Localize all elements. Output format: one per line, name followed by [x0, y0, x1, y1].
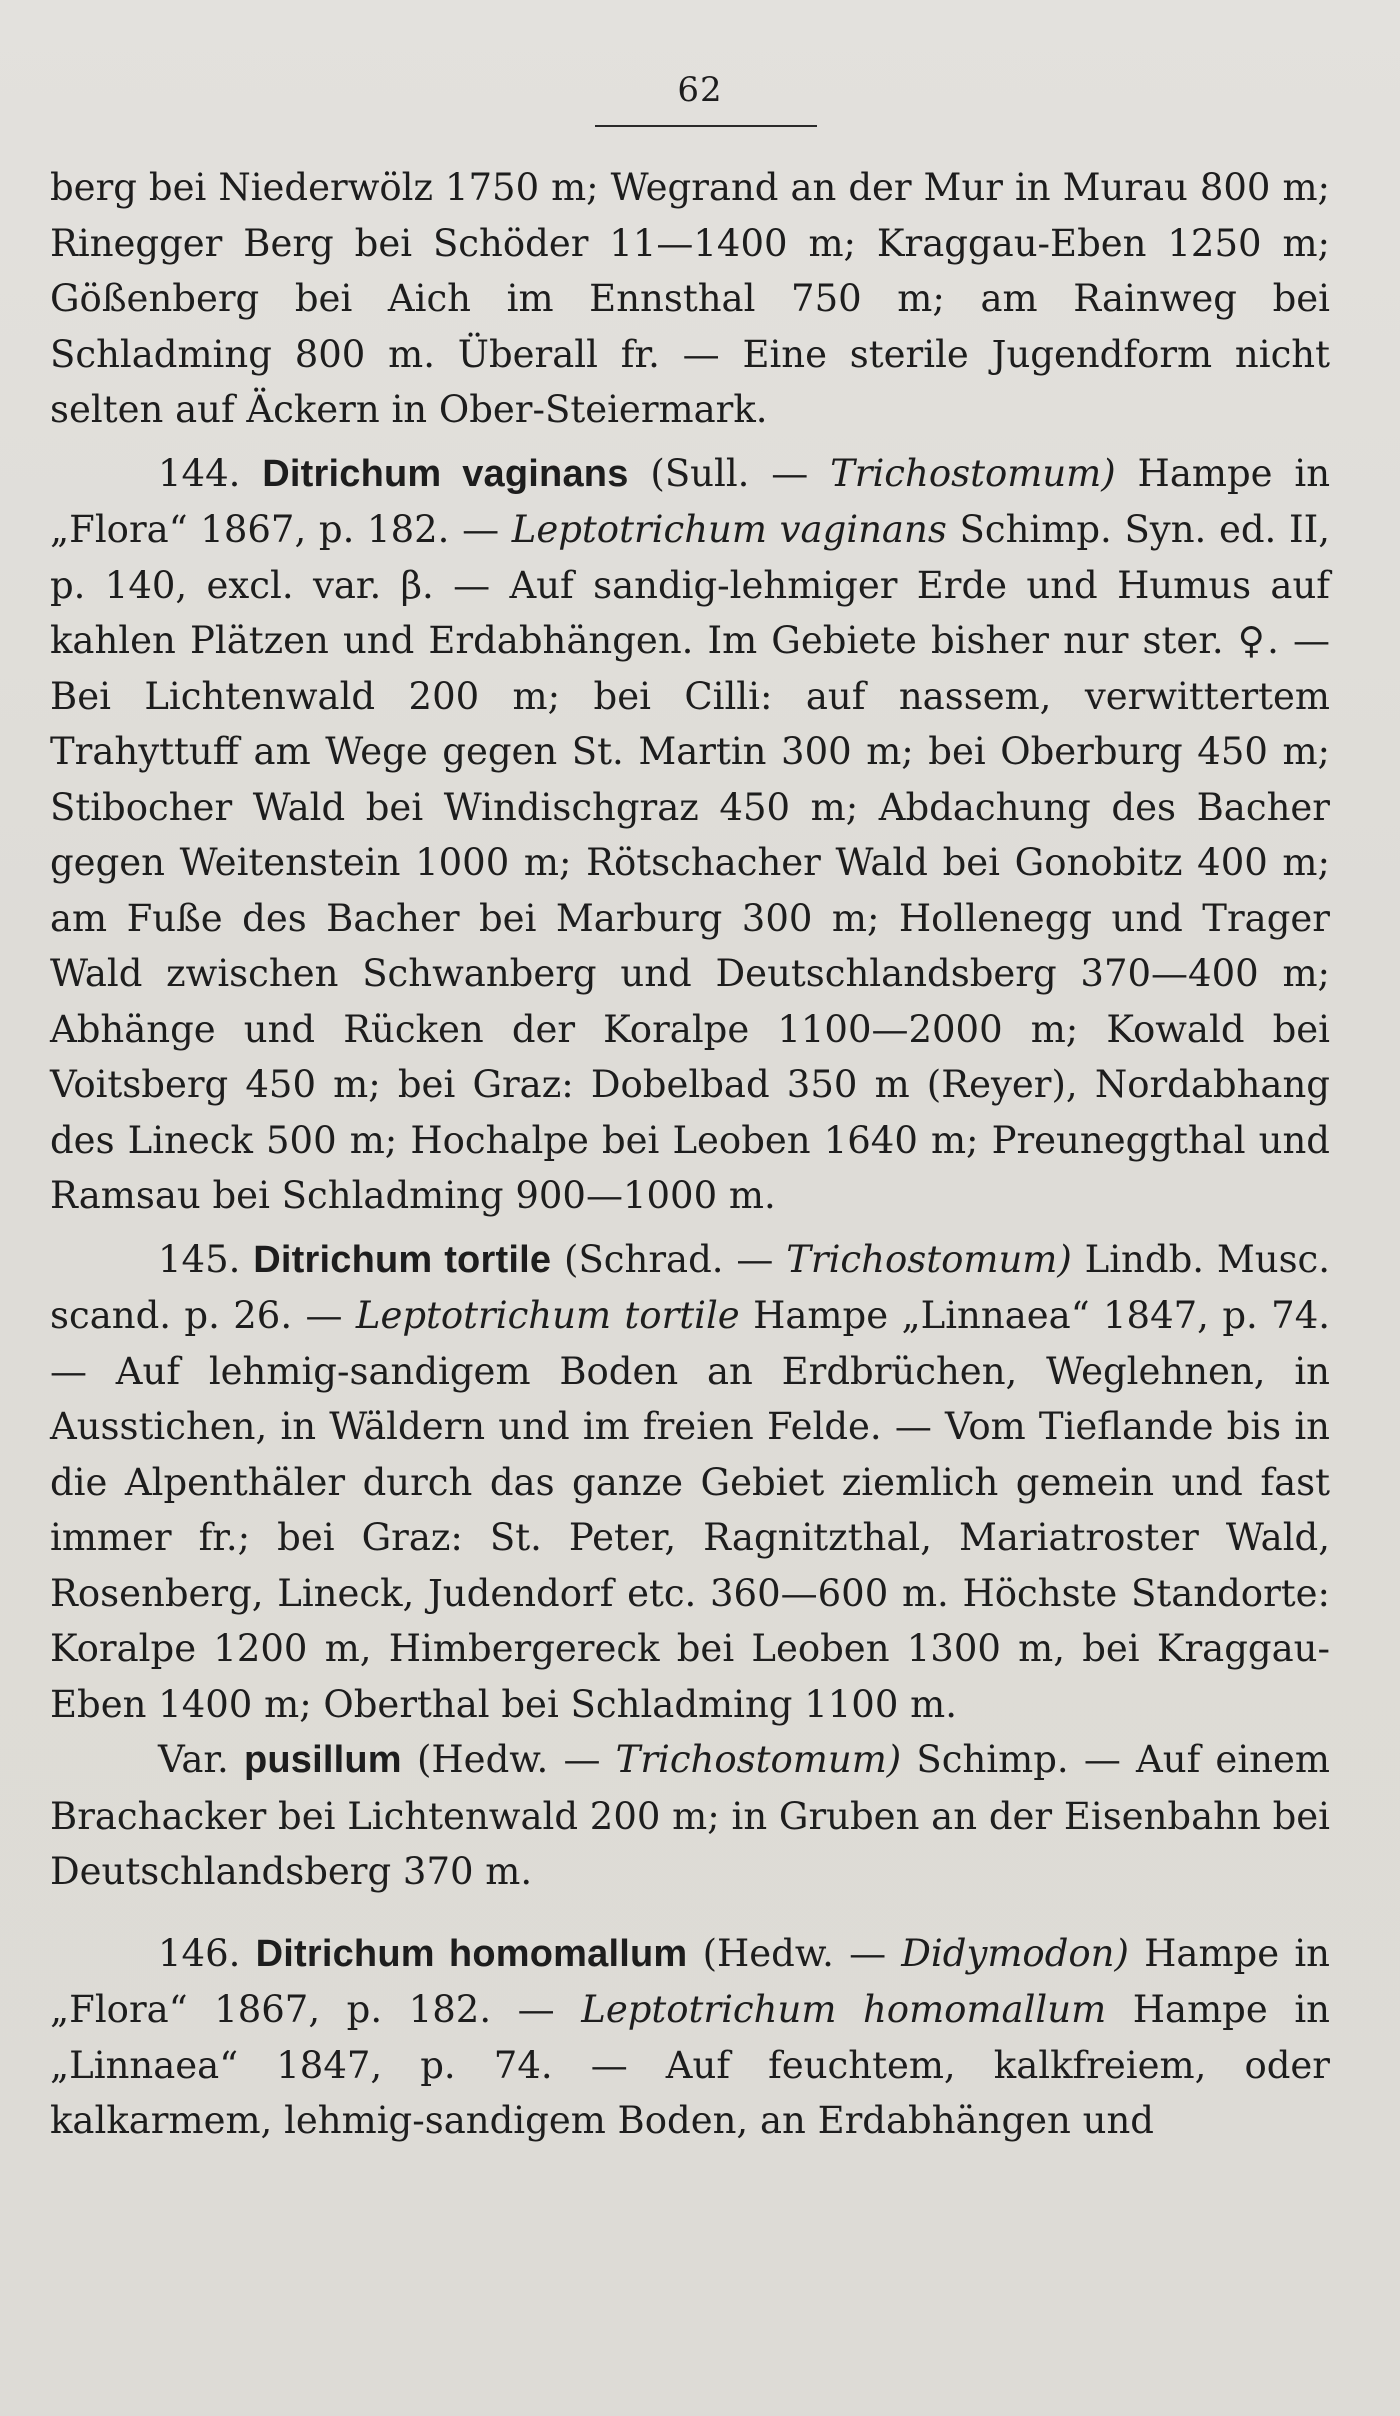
synonym-genus: Trichostomum) — [786, 1237, 1072, 1281]
synonym-genus: Trichostomum) — [830, 451, 1116, 495]
synonym-genus: Didymodon) — [901, 1931, 1129, 1975]
variety-pusillum — [50, 1732, 1330, 1900]
description: Schimp. — Auf einem Brachacker bei Lichtenwald 200 m; in Gruben an der Eisenbahn bei Deutschlandsberg 370 m. — [50, 1738, 1330, 1893]
entry-number: 144. — [158, 451, 241, 495]
entry-number: 146. — [158, 1931, 241, 1975]
synonym-genus: Trichostomum) — [615, 1738, 902, 1781]
paragraph-text: berg bei Niederwölz 1750 m; Wegrand an der Mur in Murau 800 m; Rinegger Berg bei Schöder 11—1400 m; Kraggau-Eben 1250 m; Gößenberg bei Aich im Ennsthal 750 m; am Rainweg bei Schladming 800 m. Überall fr. — Eine sterile Jugendform nicht selten auf Äckern in Ober-Steiermark. — [50, 166, 1330, 431]
synonym-name: Leptotrichum tortile — [355, 1294, 740, 1337]
entry-146 — [50, 1926, 1330, 2149]
authority: (Schrad. — — [564, 1237, 774, 1281]
citation: Lindb. Musc. scand. p. 26. — — [50, 1237, 1331, 1337]
citation: Hampe in „Flora“ 1867, p. 182. — — [50, 1931, 1330, 2031]
description: Hampe „Linnaea“ 1847, p. 74. — Auf lehmig-sandigem Boden an Erdbrüchen, Weglehnen, in Ausstichen, in Wäldern und im freien Felde. — Vom Tieflande bis in die Alpenthäler durch das ganze Gebiet ziemlich gemein und fast immer fr.; bei Graz: St. Peter, Ragnitzthal, Mariatroster Wald, Rosenberg, Lineck, Judendorf etc. 360—600 m. Höchste Standorte: Koralpe 1200 m, Himbergereck bei Leoben 1300 m, bei Kraggau-Eben 1400 m; Oberthal bei Schladming 1100 m. — [50, 1294, 1330, 1726]
page-number: 62 — [677, 70, 723, 110]
synonym-name: Leptotrichum homomallum — [581, 1988, 1107, 2031]
body-text — [50, 160, 1330, 2149]
synonym-name: Leptotrichum vaginans — [511, 508, 947, 551]
citation: Hampe in „Flora“ 1867, p. 182. — — [50, 451, 1331, 551]
entry-144 — [50, 446, 1330, 1224]
authority: (Sull. — — [650, 451, 809, 495]
authority: (Hedw. — — [416, 1738, 601, 1781]
species-name: Ditrichum tortile — [253, 1238, 552, 1281]
entry-145 — [50, 1232, 1330, 1733]
entry-number: 145. — [158, 1237, 241, 1281]
paragraph-continuation — [50, 160, 1330, 438]
species-name: Ditrichum vaginans — [262, 452, 629, 495]
header-rule — [595, 125, 817, 127]
description: Schimp. Syn. ed. II, p. 140, excl. var. β. — Auf sandig-lehmiger Erde und Humus auf kahlen Plätzen und Erdabhängen. Im Gebiete bisher nur ster. ♀. — Bei Lichtenwald 200 m; bei Cilli: auf nassem, verwittertem Trahyttuff am Wege gegen St. Martin 300 m; bei Oberburg 450 m; Stibocher Wald bei Windischgraz 450 m; Abdachung des Bacher gegen Weitenstein 1000 m; Rötschacher Wald bei Gonobitz 400 m; am Fuße des Bacher bei Marburg 300 m; Hollenegg und Trager Wald zwischen Schwanberg und Deutschlandsberg 370—400 m; Abhänge und Rücken der Koralpe 1100—2000 m; Kowald bei Voitsberg 450 m; bei Graz: Dobelbad 350 m (Reyer), Nordabhang des Lineck 500 m; Hochalpe bei Leoben 1640 m; Preuneggthal und Ramsau bei Schladming 900—1000 m. — [50, 508, 1330, 1217]
authority: (Hedw. — — [702, 1931, 887, 1975]
description: Hampe in „Linnaea“ 1847, p. 74. — Auf feuchtem, kalkfreiem, oder kalkarmem, lehmig-sandigem Boden, an Erdabhängen und — [50, 1988, 1330, 2142]
variety-prefix: Var. — [158, 1738, 229, 1781]
species-name: Ditrichum homomallum — [255, 1932, 688, 1975]
variety-name: pusillum — [243, 1739, 402, 1781]
